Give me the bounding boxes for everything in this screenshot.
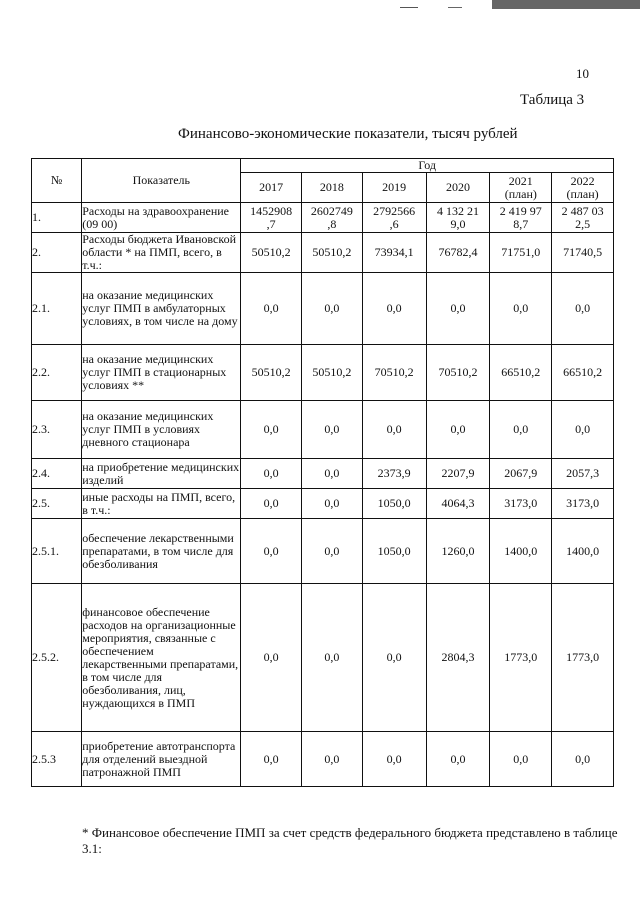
row-value: 2057,3 (552, 459, 614, 489)
row-value: 0,0 (362, 732, 426, 787)
row-value: 0,0 (241, 519, 302, 584)
row-value: 1452908 ,7 (241, 203, 302, 233)
row-value: 0,0 (490, 401, 552, 459)
row-value: 50510,2 (302, 233, 363, 273)
table-row (32, 233, 614, 273)
page-number: 10 (576, 66, 589, 81)
row-value: 0,0 (426, 401, 490, 459)
row-value: 0,0 (552, 273, 614, 345)
row-value: 0,0 (302, 401, 363, 459)
header-indicator: Показатель (82, 159, 241, 203)
header-year: 2020 (426, 173, 490, 203)
row-value: 0,0 (241, 732, 302, 787)
row-number: 2.2. (32, 345, 82, 401)
row-number: 2.4. (32, 459, 82, 489)
footnote: * Финансовое обеспечение ПМП за счет средств федерального бюджета представлено в таблице 3.1: (82, 825, 618, 856)
row-value: 3173,0 (552, 489, 614, 519)
row-value: 66510,2 (552, 345, 614, 401)
table-row (32, 345, 614, 401)
row-value: 0,0 (302, 584, 363, 732)
row-value: 0,0 (362, 584, 426, 732)
row-number: 2.3. (32, 401, 82, 459)
row-value: 4 132 21 9,0 (426, 203, 490, 233)
row-indicator: на приобретение медицинских изделий (82, 459, 240, 487)
row-value: 1400,0 (552, 519, 614, 584)
header-year: 2022 (план) (552, 173, 614, 203)
row-value: 0,0 (362, 273, 426, 345)
row-value: 0,0 (302, 732, 363, 787)
row-value: 0,0 (426, 273, 490, 345)
row-value: 0,0 (490, 732, 552, 787)
row-value: 2804,3 (426, 584, 490, 732)
table-row (32, 489, 614, 519)
row-value: 0,0 (552, 401, 614, 459)
row-value: 0,0 (241, 273, 302, 345)
row-value: 0,0 (490, 273, 552, 345)
row-value: 4064,3 (426, 489, 490, 519)
header-year-group: Год (241, 159, 614, 173)
row-value: 0,0 (302, 273, 363, 345)
row-value: 0,0 (302, 459, 363, 489)
row-indicator: на оказание медицинских услуг ПМП в амбулаторных условиях, в том числе на дому (82, 273, 241, 345)
row-value: 0,0 (552, 732, 614, 787)
table-row (32, 401, 614, 459)
table-row (32, 273, 614, 345)
row-indicator: финансовое обеспечение расходов на организационные мероприятия, связанные с обеспечением лекарственными препаратами, в том числе для обезболивания, лиц, нуждающихся в ПМП (82, 584, 241, 732)
row-value: 0,0 (426, 732, 490, 787)
row-value: 2 487 03 2,5 (552, 203, 614, 233)
row-value: 0,0 (241, 401, 302, 459)
row-indicator: приобретение автотранспорта для отделений выездной патронажной ПМП (82, 732, 241, 787)
row-value: 1773,0 (490, 584, 552, 732)
row-value: 0,0 (362, 401, 426, 459)
header-year: 2019 (362, 173, 426, 203)
row-value: 2602749 ,8 (302, 203, 363, 233)
row-number: 2.5. (32, 489, 82, 519)
row-value: 71751,0 (490, 233, 552, 273)
row-indicator: Расходы на здравоохранение (09 00) (82, 203, 241, 233)
row-value: 0,0 (302, 519, 363, 584)
scan-artifact (400, 0, 640, 12)
row-value: 1400,0 (490, 519, 552, 584)
row-number: 2.5.3 (32, 732, 82, 787)
row-number: 1. (32, 203, 82, 233)
row-number: 2.5.1. (32, 519, 82, 584)
row-value: 1773,0 (552, 584, 614, 732)
table-row (32, 584, 614, 732)
row-value: 50510,2 (302, 345, 363, 401)
row-value: 76782,4 (426, 233, 490, 273)
row-value: 0,0 (241, 459, 302, 489)
table-title: Финансово-экономические показатели, тысяч рублей (178, 126, 518, 142)
row-indicator: иные расходы на ПМП, всего, в т.ч.: (82, 489, 241, 519)
row-number: 2.1. (32, 273, 82, 345)
header-num: № (32, 159, 82, 203)
row-value: 50510,2 (241, 233, 302, 273)
row-value: 3173,0 (490, 489, 552, 519)
row-value: 1260,0 (426, 519, 490, 584)
table-row (32, 519, 614, 584)
row-indicator: на оказание медицинских услуг ПМП в условиях дневного стационара (82, 401, 241, 459)
row-value: 70510,2 (426, 345, 490, 401)
row-value: 1050,0 (362, 489, 426, 519)
table-row (32, 459, 614, 489)
row-value: 0,0 (241, 489, 302, 519)
row-value: 73934,1 (362, 233, 426, 273)
table-row (32, 732, 614, 787)
table-row (32, 203, 614, 233)
row-value: 2067,9 (490, 459, 552, 489)
row-value: 1050,0 (362, 519, 426, 584)
row-value: 70510,2 (362, 345, 426, 401)
finance-table (31, 158, 614, 787)
row-number: 2. (32, 233, 82, 273)
row-value: 0,0 (241, 584, 302, 732)
table-label: Таблица 3 (520, 92, 585, 108)
header-year: 2018 (302, 173, 363, 203)
row-value: 0,0 (302, 489, 363, 519)
row-value: 2373,9 (362, 459, 426, 489)
header-year: 2021 (план) (490, 173, 552, 203)
row-value: 2207,9 (426, 459, 490, 489)
header-year: 2017 (241, 173, 302, 203)
row-indicator: Расходы бюджета Ивановской области * на ПМП, всего, в т.ч.: (82, 233, 241, 273)
row-indicator: обеспечение лекарственными препаратами, в том числе для обезболивания (82, 519, 241, 584)
row-indicator: на оказание медицинских услуг ПМП в стационарных условиях ** (82, 345, 241, 401)
row-value: 2792566 ,6 (362, 203, 426, 233)
row-number: 2.5.2. (32, 584, 82, 732)
row-value: 2 419 97 8,7 (490, 203, 552, 233)
row-value: 50510,2 (241, 345, 302, 401)
row-value: 66510,2 (490, 345, 552, 401)
row-value: 71740,5 (552, 233, 614, 273)
